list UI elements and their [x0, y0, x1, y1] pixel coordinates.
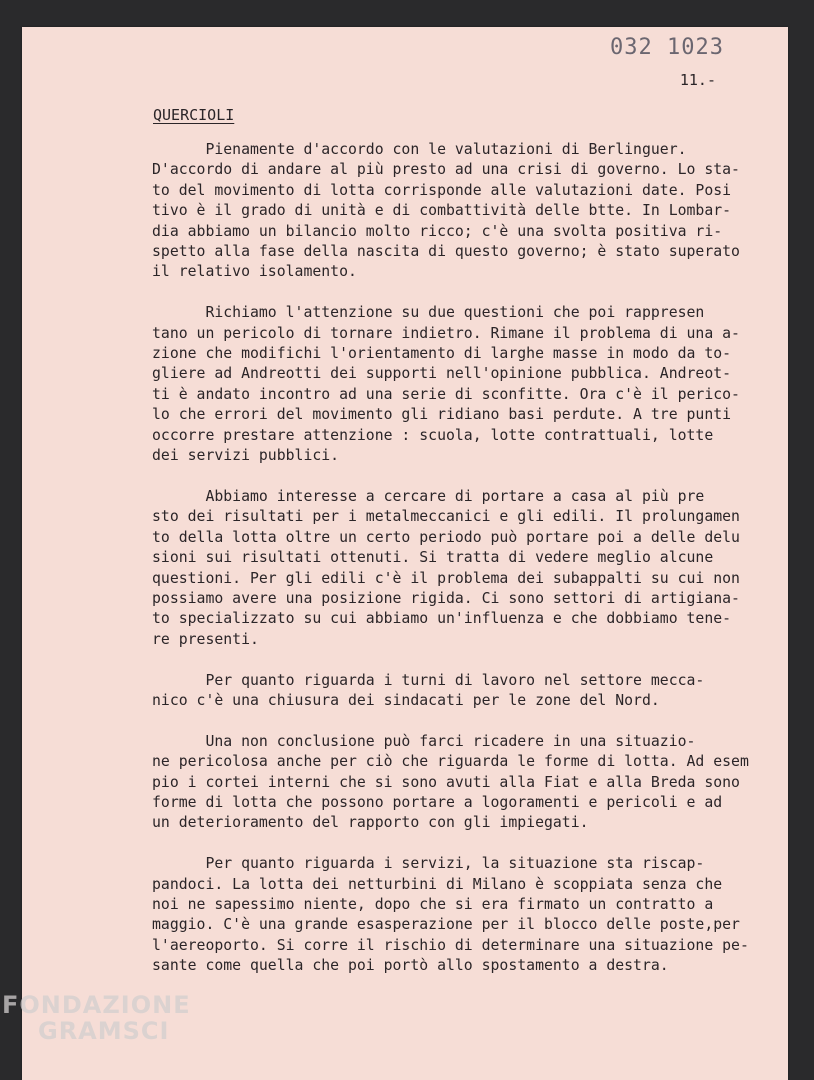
text-line: ne pericolosa anche per ciò che riguarda le forme di lotta. Ad esem — [152, 753, 749, 771]
text-line: Per quanto riguarda i servizi, la situazione sta riscap- — [152, 855, 705, 873]
text-line: sioni sui risultati ottenuti. Si tratta di vedere meglio alcune — [152, 549, 714, 567]
text-line: D'accordo di andare al più presto ad una crisi di governo. Lo sta- — [152, 161, 740, 179]
text-line: to della lotta oltre un certo periodo può portare poi a delle delu — [152, 528, 740, 546]
text-line: zione che modifichi l'orientamento di larghe masse in modo da to- — [152, 345, 732, 363]
text-line: Richiamo l'attenzione su due questioni che poi rappresen — [152, 304, 705, 322]
text-line: pio i cortei interni che si sono avuti alla Fiat e alla Breda sono — [152, 773, 740, 791]
document-page — [22, 27, 788, 1080]
paragraph — [152, 732, 777, 834]
text-line: questioni. Per gli edili c'è il problema dei subappalti su cui non — [152, 569, 740, 587]
text-line: tano un pericolo di tornare indietro. Rimane il problema di una a- — [152, 324, 740, 342]
text-line: noi ne sapessimo niente, dopo che si era firmato un contratto a — [152, 895, 714, 913]
paragraph — [152, 303, 777, 466]
paragraph — [152, 854, 777, 976]
text-line: lo che errori del movimento gli ridiano basi perdute. A tre punti — [152, 406, 732, 424]
text-line: spetto alla fase della nascita di questo governo; è stato superato — [152, 243, 740, 261]
text-line: gliere ad Andreotti dei supporti nell'opinione pubblica. Andreot- — [152, 365, 732, 383]
text-line: occorre prestare attenzione : scuola, lotte contrattuali, lotte — [152, 426, 714, 444]
text-line: Una non conclusione può farci ricadere in una situazio- — [152, 732, 696, 750]
text-line: nico c'è una chiusura dei sindacati per le zone del Nord. — [152, 691, 660, 709]
text-line: maggio. C'è una grande esasperazione per il blocco delle poste,per — [152, 916, 740, 934]
text-line: ti è andato incontro ad una serie di sconfitte. Ora c'è il perico- — [152, 385, 740, 403]
text-line: un deterioramento del rapporto con gli impiegati. — [152, 814, 589, 832]
text-line: tivo è il grado di unità e di combattività delle btte. In Lombar- — [152, 202, 732, 220]
text-line: sto dei risultati per i metalmeccanici e gli edili. Il prolungamen — [152, 508, 740, 526]
text-line: l'aereoporto. Si corre il rischio di determinare una situazione pe- — [152, 936, 749, 954]
text-line: pandoci. La lotta dei netturbini di Milano è scoppiata senza che — [152, 875, 723, 893]
paragraph — [152, 487, 777, 650]
document-body — [152, 140, 777, 997]
text-line: il relativo isolamento. — [152, 263, 357, 281]
text-line: Per quanto riguarda i turni di lavoro nel settore mecca- — [152, 671, 705, 689]
text-line: to del movimento di lotta corrisponde alle valutazioni date. Posi — [152, 181, 732, 199]
text-line: dei servizi pubblici. — [152, 447, 340, 465]
page-number: 11.- — [679, 71, 716, 89]
text-line: sante come quella che poi portò allo spostamento a destra. — [152, 957, 669, 975]
watermark-line-2: GRAMSCI — [38, 1017, 170, 1045]
fondazione-gramsci-watermark-logo — [2, 992, 202, 1044]
paragraph — [152, 671, 777, 712]
watermark-line-1: FONDAZIONE — [2, 991, 191, 1019]
text-line: Abbiamo interesse a cercare di portare a casa al più pre — [152, 487, 705, 505]
paragraph — [152, 140, 777, 283]
text-line: dia abbiamo un bilancio molto ricco; c'è una svolta positiva ri- — [152, 222, 723, 240]
speaker-name: QUERCIOLI — [153, 106, 235, 124]
text-line: Pienamente d'accordo con le valutazioni di Berlinguer. — [152, 141, 687, 158]
text-line: possiamo avere una posizione rigida. Ci sono settori di artigiana- — [152, 589, 740, 607]
text-line: to specializzato su cui abbiamo un'influenza e che dobbiamo tene- — [152, 610, 732, 628]
archive-document-number: 032 1023 — [610, 35, 724, 60]
text-line: re presenti. — [152, 630, 259, 648]
text-line: forme di lotta che possono portare a logoramenti e pericoli e ad — [152, 793, 723, 811]
